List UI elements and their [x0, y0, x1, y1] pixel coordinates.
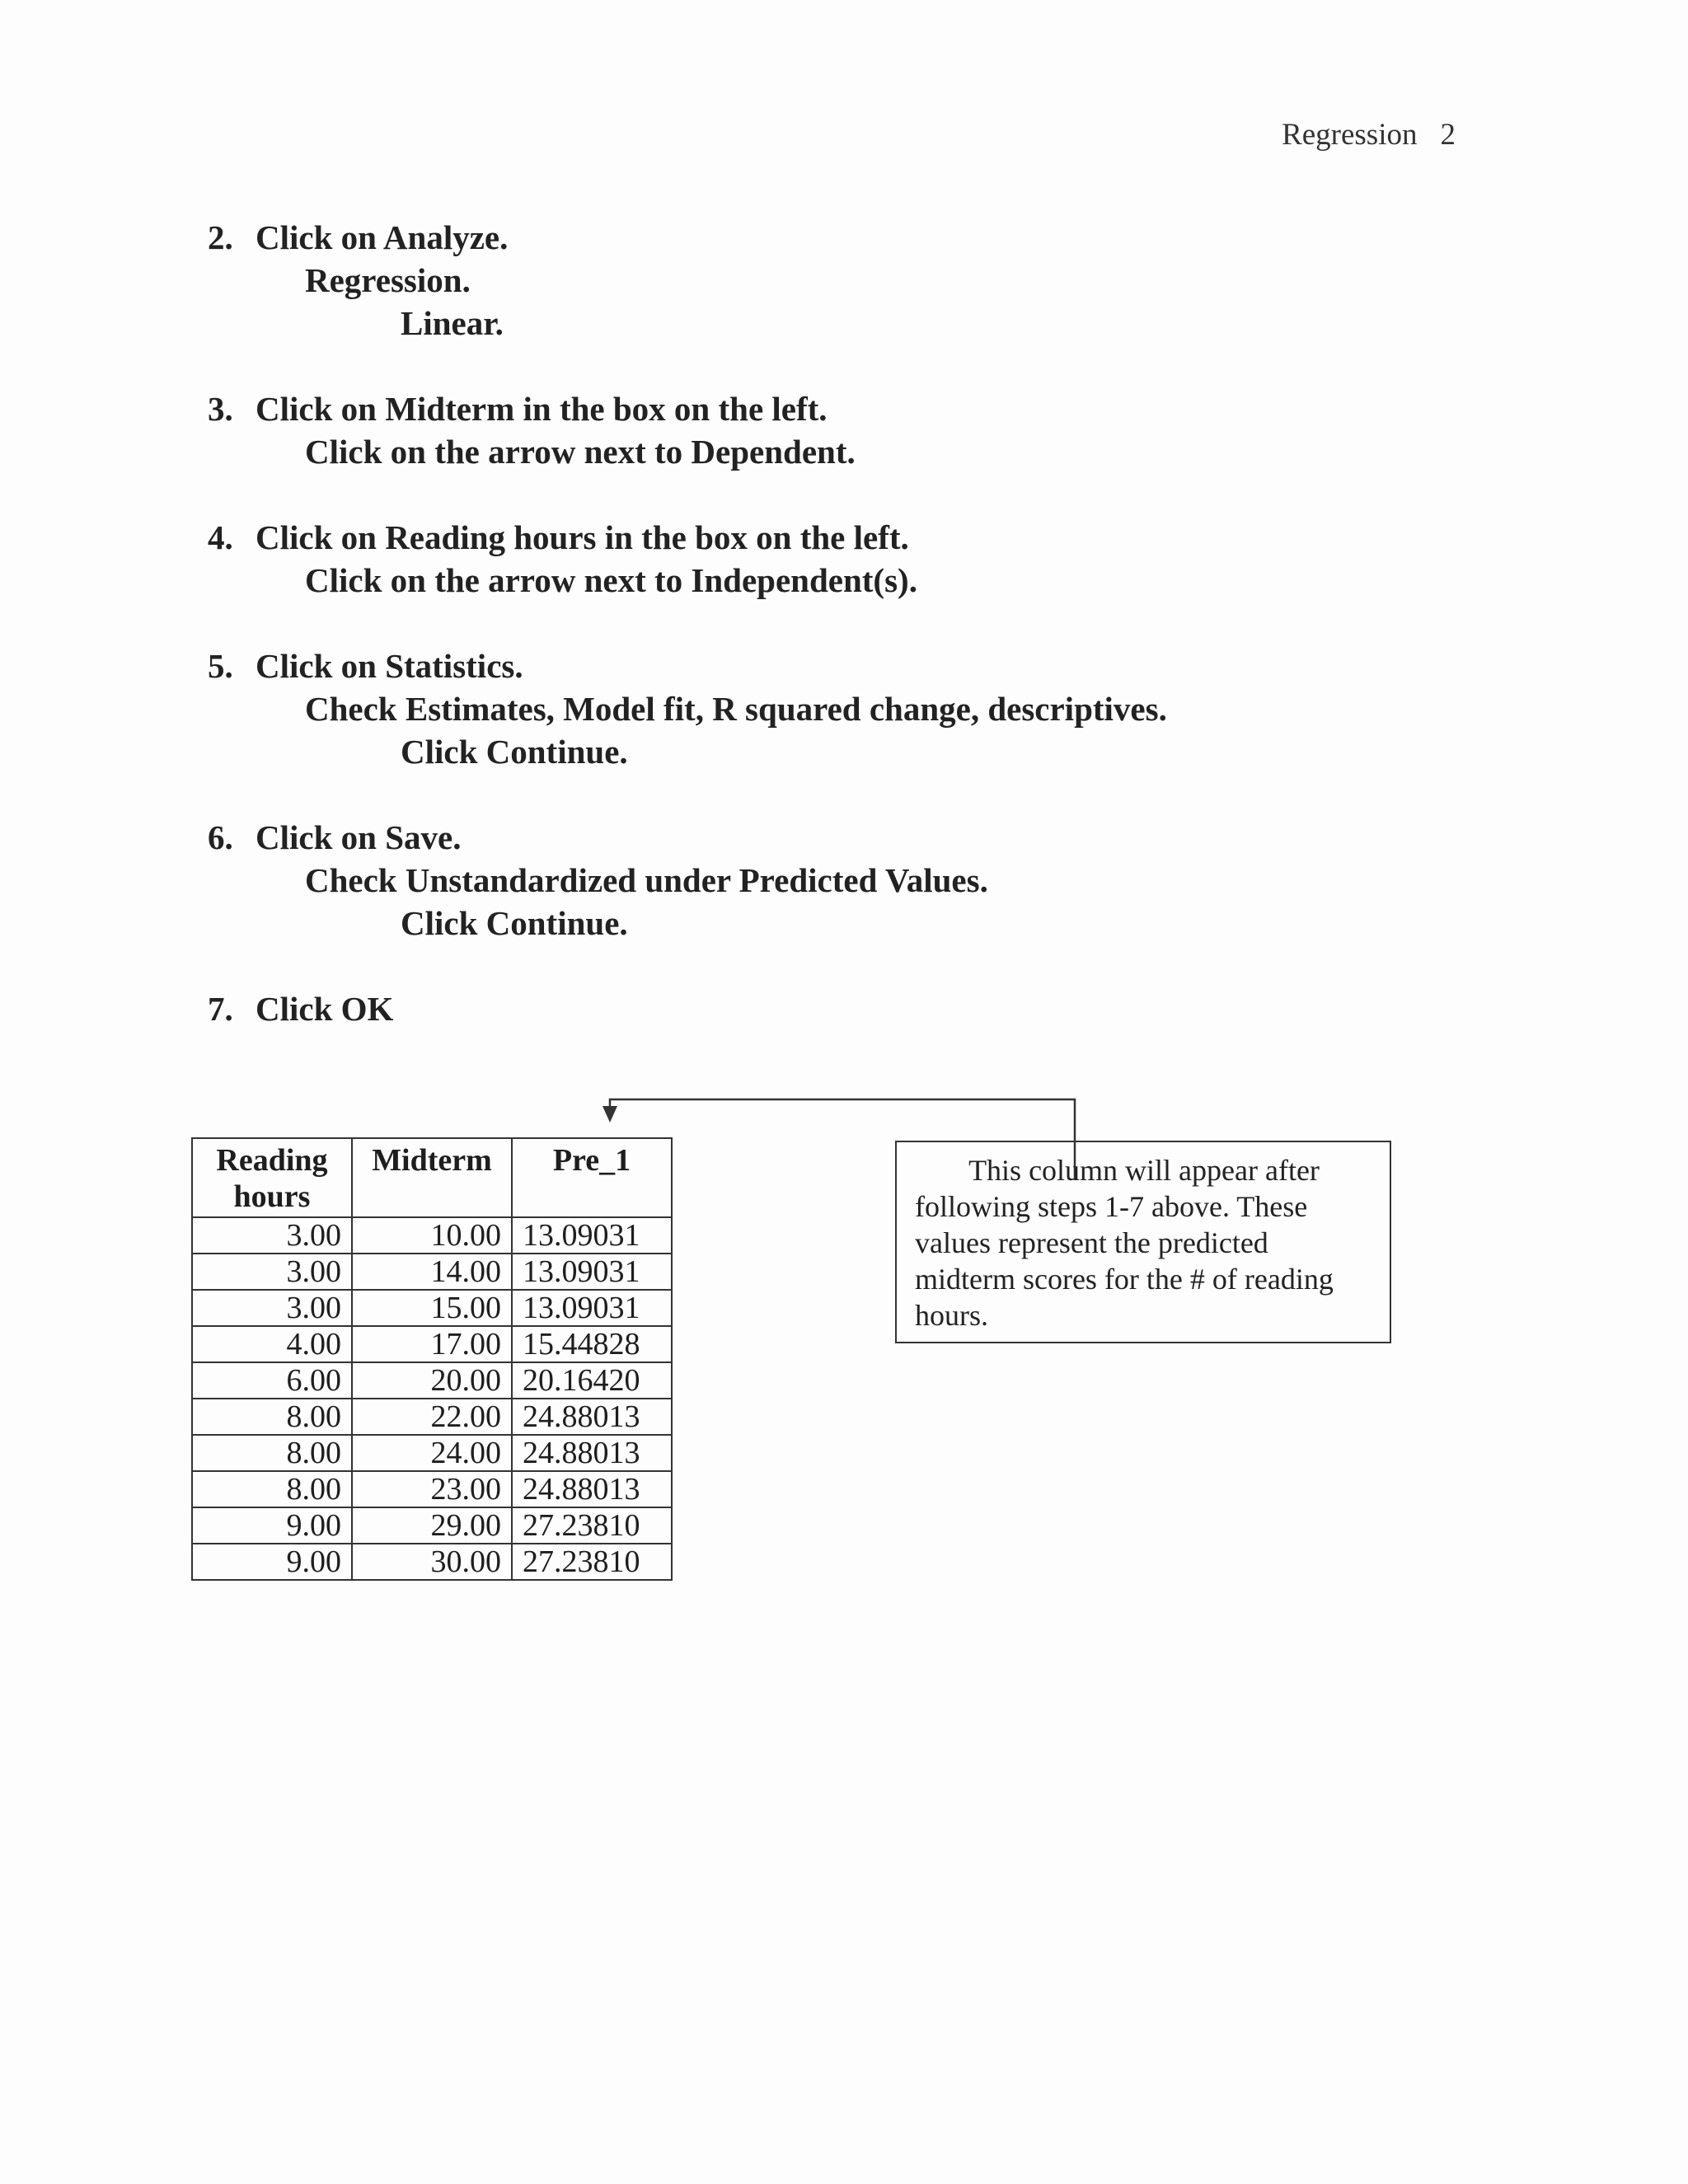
cell: 3.00 [192, 1217, 352, 1254]
cell: 22.00 [352, 1399, 512, 1435]
step-text: Click OK [256, 990, 394, 1028]
cell: 9.00 [192, 1507, 352, 1544]
cell: 8.00 [192, 1471, 352, 1507]
step-text: Click on Statistics. [256, 647, 523, 685]
table-row [192, 1362, 672, 1399]
step-text: Click on the arrow next to Independent(s). [305, 561, 917, 599]
step-text: Click on the arrow next to Dependent. [305, 433, 856, 471]
cell: 27.23810 [512, 1544, 672, 1580]
cell: 20.00 [352, 1362, 512, 1399]
cell: 23.00 [352, 1471, 512, 1507]
header-title: Regression [1282, 118, 1418, 152]
table-row [192, 1471, 672, 1507]
col-pre-1: Pre_1 [512, 1138, 672, 1217]
cell: 15.00 [352, 1290, 512, 1326]
cell: 13.09031 [512, 1217, 672, 1254]
cell: 3.00 [192, 1290, 352, 1326]
note-line: following steps 1-7 above. These [915, 1190, 1308, 1223]
step-text: Click on Midterm in the box on the left. [256, 390, 828, 428]
cell: 24.88013 [512, 1399, 672, 1435]
step-number: 4. [208, 518, 233, 556]
note-line: values represent the predicted [915, 1226, 1268, 1259]
col-reading-hours: Reading hours [192, 1138, 352, 1217]
table-row [192, 1435, 672, 1471]
arrowhead-icon [603, 1106, 617, 1122]
step-text: Click Continue. [401, 733, 628, 771]
cell: 20.16420 [512, 1362, 672, 1399]
cell: 14.00 [352, 1254, 512, 1290]
table-row [192, 1399, 672, 1435]
step-number: 5. [208, 647, 233, 685]
step-text: Check Estimates, Model fit, R squared change, descriptives. [305, 690, 1167, 728]
cell: 6.00 [192, 1362, 352, 1399]
page-number: 2 [1440, 118, 1456, 152]
cell: 13.09031 [512, 1254, 672, 1290]
table-header-row [192, 1138, 672, 1217]
table-row [192, 1326, 672, 1362]
cell: 27.23810 [512, 1507, 672, 1544]
cell: 24.88013 [512, 1471, 672, 1507]
step-number: 6. [208, 818, 233, 856]
cell: 8.00 [192, 1435, 352, 1471]
table-row [192, 1544, 672, 1580]
cell: 29.00 [352, 1507, 512, 1544]
step-number: 3. [208, 390, 233, 428]
step-number: 7. [208, 990, 233, 1028]
cell: 24.88013 [512, 1435, 672, 1471]
cell: 3.00 [192, 1254, 352, 1290]
note-line: midterm scores for the # of reading [915, 1263, 1334, 1296]
data-table [191, 1137, 673, 1581]
cell: 9.00 [192, 1544, 352, 1580]
cell: 4.00 [192, 1326, 352, 1362]
cell: 15.44828 [512, 1326, 672, 1362]
step-text: Linear. [401, 304, 504, 342]
table-row [192, 1290, 672, 1326]
table-row [192, 1217, 672, 1254]
callout-note-box [895, 1141, 1391, 1343]
table-row [192, 1254, 672, 1290]
cell: 24.00 [352, 1435, 512, 1471]
step-text: Regression. [305, 261, 471, 299]
col-midterm: Midterm [352, 1138, 512, 1217]
step-text: Click Continue. [401, 904, 628, 942]
step-text: Click on Save. [256, 818, 462, 856]
cell: 10.00 [352, 1217, 512, 1254]
cell: 30.00 [352, 1544, 512, 1580]
step-text: Click on Analyze. [256, 218, 509, 256]
note-line: This column will appear after [968, 1154, 1320, 1187]
table-row [192, 1507, 672, 1544]
step-text: Check Unstandardized under Predicted Values. [305, 861, 988, 899]
cell: 8.00 [192, 1399, 352, 1435]
note-line: hours. [915, 1299, 988, 1332]
step-number: 2. [208, 218, 233, 256]
cell: 17.00 [352, 1326, 512, 1362]
step-text: Click on Reading hours in the box on the left. [256, 518, 909, 556]
cell: 13.09031 [512, 1290, 672, 1326]
